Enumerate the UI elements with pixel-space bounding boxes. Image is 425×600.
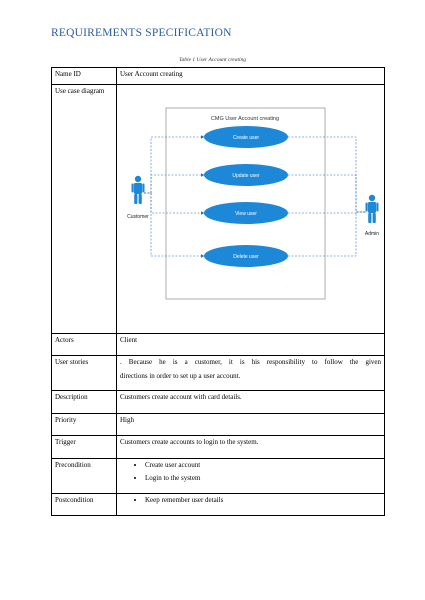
- page-heading: REQUIREMENTS SPECIFICATION: [51, 27, 232, 39]
- priority-value: High: [117, 414, 385, 436]
- description-label: Description: [52, 391, 117, 414]
- admin-association-line: [288, 175, 366, 212]
- admin-association-line: [288, 212, 366, 256]
- trigger-label: Trigger: [52, 436, 117, 459]
- svg-text:View user: View user: [235, 210, 257, 217]
- description-value: Customers create account with card details.: [117, 391, 385, 414]
- table-row-actors: [52, 334, 385, 356]
- customer-association-line: [144, 193, 204, 213]
- customer-association-line: [144, 137, 204, 193]
- actors-label: Actors: [52, 334, 117, 356]
- table-caption: Table 1 User Account creating: [178, 57, 246, 63]
- user-stories-line-2: directions in order to set up a user account.: [120, 371, 241, 380]
- use-case-create-user: [204, 126, 288, 148]
- use-case-label: Use case diagram: [52, 85, 117, 334]
- actor-admin-label: Admin: [364, 231, 380, 237]
- table-row-name-id: [52, 68, 385, 85]
- use-case-update-user: [204, 164, 288, 186]
- precondition-item: • Login to the system: [145, 474, 381, 483]
- postcondition-label: Postcondition: [52, 494, 117, 516]
- customer-association-line: [144, 193, 204, 256]
- admin-association-line: [288, 212, 366, 213]
- name-id-label: Name ID: [52, 68, 117, 85]
- admin-association-line: [288, 137, 366, 212]
- table-row-user-stories: [52, 356, 385, 391]
- svg-text:Update user: Update user: [232, 172, 260, 179]
- use-case-view-user: [204, 202, 288, 224]
- priority-label: Priority: [52, 414, 117, 436]
- table-row-priority: [52, 414, 385, 436]
- use-case-diagram-cell: [117, 85, 385, 334]
- postcondition-list: [120, 496, 381, 505]
- table-row-trigger: [52, 436, 385, 459]
- postcondition-value: [117, 494, 385, 516]
- trigger-value: Customers create accounts to login to the system.: [117, 436, 385, 459]
- precondition-value: [117, 459, 385, 494]
- precondition-item: • Create user account: [145, 461, 381, 470]
- svg-text:Delete user: Delete user: [233, 253, 259, 260]
- svg-text:Create user: Create user: [232, 134, 260, 141]
- precondition-list: [120, 461, 381, 483]
- use-case-diagram: [120, 87, 392, 331]
- system-title: CMG User Account creating: [210, 116, 280, 122]
- precondition-label: Precondition: [52, 459, 117, 494]
- table-row-use-case: [52, 85, 385, 334]
- postcondition-item: • Keep remember user details: [145, 496, 381, 505]
- actors-value: Client: [117, 334, 385, 356]
- use-case-delete-user: [204, 245, 288, 267]
- requirements-table: [51, 67, 385, 516]
- actor-customer: [132, 176, 145, 204]
- user-stories-label: User stories: [52, 356, 117, 391]
- name-id-value: User Account creating: [117, 68, 385, 85]
- table-row-description: [52, 391, 385, 414]
- user-stories-line-1: . Because he is a customer, it is his responsibility to follow the given: [120, 358, 381, 366]
- actor-admin: [366, 195, 379, 223]
- user-stories-value: [117, 356, 385, 391]
- customer-association-line: [144, 175, 204, 193]
- actor-customer-label: Customer: [127, 214, 149, 220]
- table-row-precondition: [52, 459, 385, 494]
- table-row-postcondition: [52, 494, 385, 516]
